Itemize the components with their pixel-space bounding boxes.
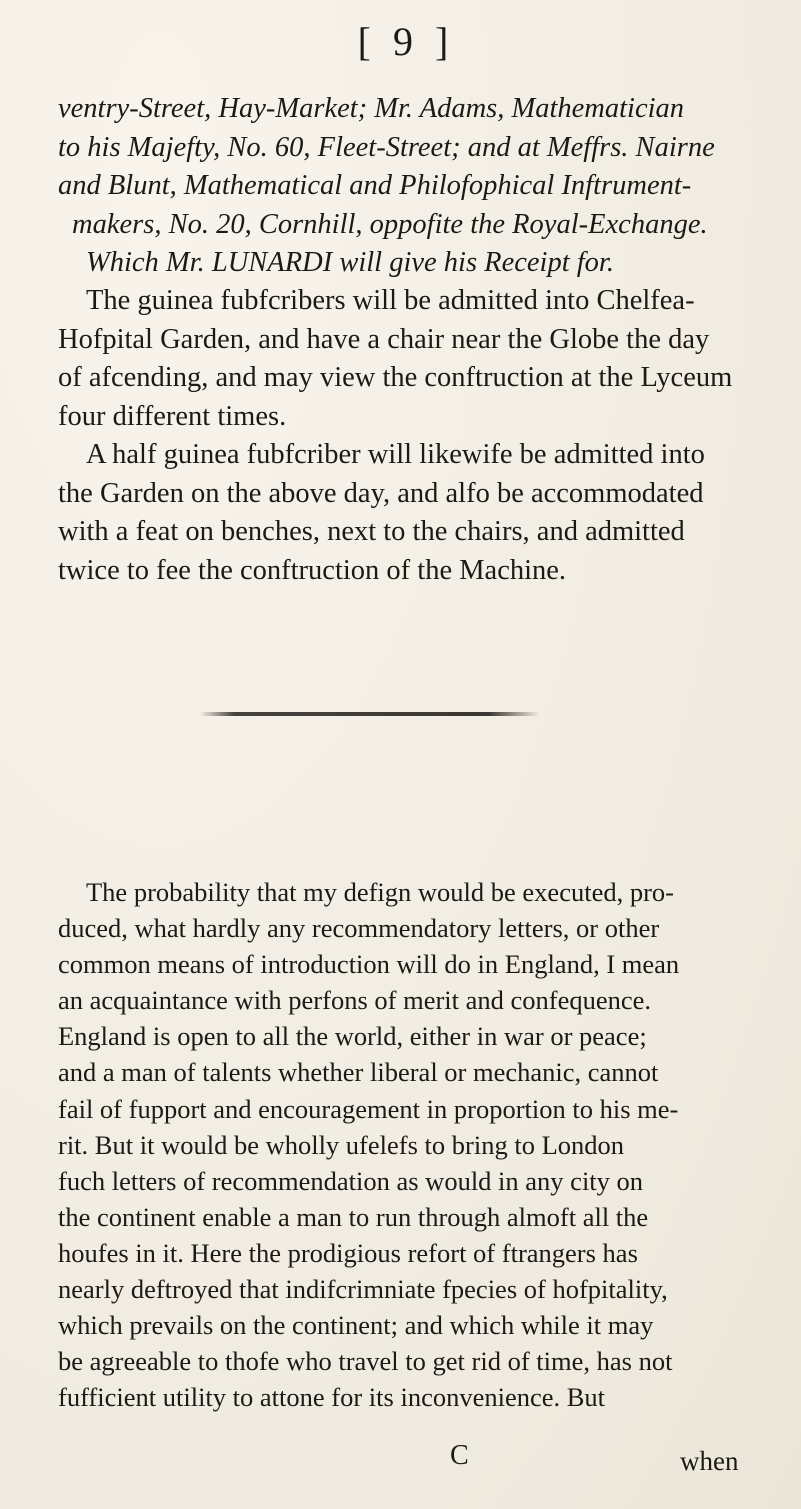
text-line: The guinea fubfcribers will be admitted into Chelfea-	[86, 285, 695, 316]
text-line: with a feat on benches, next to the chairs, and admitted	[58, 516, 685, 547]
text-line: Which Mr. LUNARDI will give his Receipt for.	[86, 247, 614, 278]
half-guinea-subscribers-paragraph	[58, 436, 752, 590]
probability-paragraph	[58, 874, 752, 1415]
text-line: and a man of talents whether liberal or mechanic, cannot	[58, 1057, 659, 1088]
guinea-subscribers-paragraph	[58, 282, 752, 436]
text-line: makers, No. 20, Cornhill, oppofite the Royal-Exchange.	[72, 208, 708, 240]
text-line: fufficient utility to attone for its inconvenience. But	[58, 1382, 606, 1413]
text-line: and Blunt, Mathematical and Philofophical Inftrument-	[58, 170, 692, 201]
text-line: four different times.	[58, 400, 287, 432]
text-line: an acquaintance with perfons of merit and confequence.	[58, 985, 652, 1016]
text-line: of afcending, and may view the conftruction at the Lyceum	[58, 362, 733, 393]
text-line: twice to fee the conftruction of the Machine.	[58, 554, 567, 586]
text-line: nearly deftroyed that indifcrimniate fpecies of hofpitality,	[58, 1274, 668, 1305]
section-divider-rule	[200, 712, 540, 716]
text-line: The probability that my defign would be executed, pro-	[86, 877, 674, 907]
text-line: the Garden on the above day, and alfo be accommodated	[58, 477, 704, 509]
catchword: when	[680, 1446, 739, 1476]
text-line: which prevails on the continent; and which while it may	[58, 1310, 654, 1341]
text-line: fail of fupport and encouragement in proportion to his me-	[58, 1093, 679, 1124]
text-line: houfes in it. Here the prodigious refort of ftrangers has	[58, 1237, 638, 1268]
text-line: fuch letters of recommendation as would in any city on	[58, 1165, 644, 1196]
subscription-locations-block	[58, 90, 752, 283]
text-line: ventry-Street, Hay-Market; Mr. Adams, Mathematician	[58, 93, 685, 124]
text-line: Hofpital Garden, and have a chair near the Globe the day	[58, 323, 710, 355]
text-line: England is open to all the world, either in war or peace;	[58, 1021, 647, 1052]
page-number: [ 9 ]	[357, 19, 455, 64]
text-line: the continent enable a man to run through almoft all the	[58, 1201, 649, 1232]
text-line: duced, what hardly any recommendatory letters, or other	[58, 913, 660, 944]
text-line: be agreeable to thofe who travel to get rid of time, has not	[58, 1346, 673, 1377]
signature-mark: C	[450, 1440, 469, 1471]
text-line: to his Majefty, No. 60, Fleet-Street; and at Meffrs. Nairne	[58, 131, 715, 163]
text-line: A half guinea fubfcriber will likewife be admitted into	[86, 439, 705, 470]
text-line: rit. But it would be wholly ufelefs to bring to London	[58, 1129, 625, 1160]
text-line: common means of introduction will do in England, I mean	[58, 949, 680, 980]
